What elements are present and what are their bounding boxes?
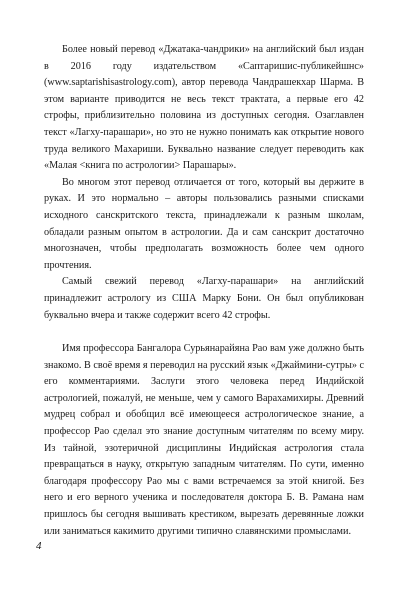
body-text <box>44 42 364 540</box>
paragraph-3: Самый свежий перевод «Лагху-парашари» на английский принадлежит астрологу из США Марку Бони. Он был опубликован буквально вчера и также содержит всего 42 строфы. <box>44 276 364 321</box>
paragraph-2: Во многом этот перевод отличается от того, который вы держите в руках. И это нормально – авторы пользовались разными списками исходного санскритского текста, принадлежали к разным школам, обладали разным опытом в астрологии. Да и сам санскрит достаточно многозначен, чтобы предполагать возможность более чем одного прочтения. <box>44 176 364 271</box>
page-number: 4 <box>36 540 42 552</box>
section-divider-space <box>44 324 364 341</box>
paragraph-1: Более новый перевод «Джатака-чандрики» на английский был издан в 2016 году издательством «Саптаришис-публикейшнс» (www.saptarishisastrology.com), автор перевода Чандрашекхар Шарма. В этом варианте приводится не весь текст трактата, а первые его 42 строфы, приблизительно половина из доступных сегодня. Озаглавлен текст «Лагху-парашари», но это не нужно понимать как открытие нового труда великого Махариши. Буквально название следует переводить как «Малая <книга по астрологии> Парашары». <box>44 44 364 172</box>
paragraph-4: Имя профессора Бангалора Сурьянарайяна Рао вам уже должно быть знакомо. В своё время я переводил на русский язык «Джаймини-сутры» с его комментариями. Заслуги этого человека перед Индийской астрологией, пожалуй, не меньше, чем у самого Варахамихиры. Древний мудрец собрал и обобщил всё имеющееся астрологическое знание, а профессор Рао сделал это знание доступным читателям по всему миру. Из тайной, эзотеричной дисциплины Индийская астрология стала превращаться в науку, открытую западным читателям. По сути, именно благодаря профессору Рао мы с вами встречаемся за этой книгой. Без него и его верного ученика и последователя доктора Б. В. Рамана нам пришлось бы сегодня вышивать крестиком, вырезать деревянные ложки или заниматься какимито другими типично славянскими промыслами. <box>44 343 364 537</box>
